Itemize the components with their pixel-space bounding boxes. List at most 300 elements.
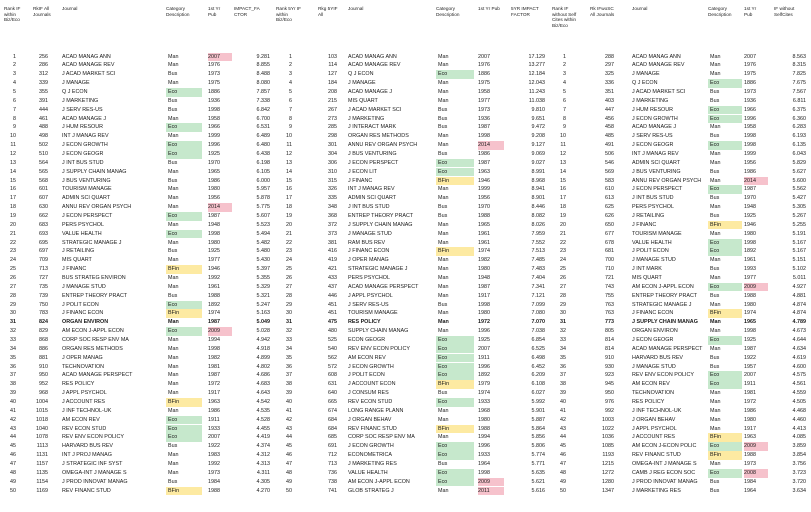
impact-cell: 9.127: [531, 142, 545, 149]
rank-cell: 30: [10, 310, 16, 317]
rank-cell: 35: [10, 354, 16, 361]
journal-cell: ORGAN RES METHODS: [348, 133, 409, 140]
rank-cell: 17: [286, 195, 292, 202]
impact-cell: 3.859: [792, 443, 806, 450]
pub-year-cell: 1987: [744, 186, 756, 193]
impact-cell: 4.542: [256, 399, 270, 406]
journal-cell: ACAD MANAGE J: [62, 115, 107, 122]
journal-cell: J ECON GEOGR: [632, 337, 674, 344]
rank-cell: 48: [10, 469, 16, 476]
category-cell: Bus: [168, 177, 178, 184]
category-cell: Bus: [438, 150, 448, 157]
rank-cell: 17: [560, 195, 566, 202]
category-cell: Man: [438, 434, 449, 441]
journal-cell: J FINANC ECON: [348, 248, 390, 255]
rank-cell: 43: [560, 425, 566, 432]
pub-year-cell: 1933: [208, 425, 220, 432]
impact-cell: 8.026: [531, 221, 545, 228]
rk-all-cell: 310: [328, 168, 337, 175]
rank-cell: 19: [10, 212, 16, 219]
rank-cell: 27: [10, 283, 16, 290]
category-cell: Man: [168, 115, 179, 122]
category-cell: Man: [168, 452, 179, 459]
rk-all-cell: 750: [39, 301, 48, 308]
rk-all-cell: 444: [39, 106, 48, 113]
rank-cell: 3: [289, 71, 292, 78]
rk-all-cell: 755: [605, 292, 614, 299]
pub-year-cell: 1958: [208, 115, 220, 122]
rank-cell: 39: [10, 390, 16, 397]
journal-cell: REV FINANC STUD: [62, 487, 111, 494]
rk-all-cell: 626: [605, 212, 614, 219]
rank-cell: 43: [10, 425, 16, 432]
rk-all-cell: 814: [605, 345, 614, 352]
category-cell: Man: [710, 230, 721, 237]
rk-all-cell: 814: [605, 337, 614, 344]
impact-cell: 6.375: [792, 106, 806, 113]
journal-cell: AM ECON REV: [632, 381, 670, 388]
rk-all-cell: 421: [328, 266, 337, 273]
journal-cell: LONG RANGE PLANN: [348, 407, 404, 414]
rk-all-cell: 968: [39, 390, 48, 397]
rk-all-cell: 301: [328, 142, 337, 149]
rank-cell: 34: [560, 345, 566, 352]
category-cell: BFin: [708, 309, 742, 318]
rk-all-cell: 564: [39, 159, 48, 166]
pub-year-cell: 1922: [208, 443, 220, 450]
journal-cell: ACAD MANAG ANN: [632, 53, 681, 60]
pub-year-cell: 1965: [744, 319, 756, 326]
journal-cell: J FINANC: [348, 177, 373, 184]
category-cell: Eco: [436, 345, 474, 354]
pub-year-cell: 1998: [478, 469, 490, 476]
impact-cell: 7.513: [531, 248, 545, 255]
pub-year-cell: 1998: [744, 133, 756, 140]
rank-cell: 38: [560, 381, 566, 388]
journal-cell: J MANAGE STUD: [348, 230, 392, 237]
rank-cell: 15: [286, 177, 292, 184]
pub-year-cell: 1998: [744, 239, 756, 246]
journal-cell: J CONSUM RES: [348, 390, 389, 397]
journal-cell: J APPL PSYCHOL: [632, 425, 677, 432]
category-cell: Man: [710, 257, 721, 264]
impact-cell: 4.305: [256, 478, 270, 485]
category-cell: Bus: [710, 168, 720, 175]
impact-cell: 4.535: [256, 407, 270, 414]
rank-cell: 27: [560, 283, 566, 290]
pub-year-cell: 1925: [478, 337, 490, 344]
rank-cell: 42: [286, 416, 292, 423]
journal-cell: PERS PSYCHOL: [632, 204, 674, 211]
rank-cell: 44: [560, 434, 566, 441]
pub-year-cell: 1980: [478, 266, 490, 273]
impact-cell: 7.080: [531, 310, 545, 317]
rank-cell: 36: [286, 363, 292, 370]
category-cell: Man: [438, 195, 449, 202]
rk-all-cell: 451: [328, 310, 337, 317]
journal-cell: J HUM RESOUR: [632, 106, 674, 113]
journal-cell: ENTREP THEORY PRACT: [348, 212, 414, 219]
journal-cell: ACAD MANAGE PERSPECT: [632, 345, 703, 352]
rk-all-cell: 326: [328, 186, 337, 193]
category-cell: Man: [168, 275, 179, 281]
pub-year-cell: 1982: [208, 354, 220, 361]
impact-cell: 4.673: [792, 328, 806, 335]
impact-cell: 4.789: [792, 319, 806, 326]
pub-year-cell: 1963: [208, 399, 220, 406]
rk-all-cell: 763: [605, 310, 614, 317]
rank-cell: 47: [560, 461, 566, 468]
impact-cell: 5.480: [256, 248, 270, 255]
impact-cell: 9.810: [531, 106, 545, 113]
rk-all-cell: 461: [39, 115, 48, 122]
rk-all-cell: 684: [328, 425, 337, 432]
impact-cell: 5.616: [531, 487, 545, 494]
rk-all-cell: 127: [328, 71, 337, 78]
rk-all-cell: 1036: [602, 434, 614, 441]
impact-cell: 7.338: [256, 97, 270, 104]
rank-cell: 18: [286, 204, 292, 211]
rk-all-cell: 695: [39, 239, 48, 246]
impact-cell: 7.485: [531, 257, 545, 264]
rank-cell: 7: [563, 106, 566, 113]
impact-cell: 6.700: [256, 115, 270, 122]
rk-all-cell: 572: [328, 363, 337, 370]
rank-cell: 10: [10, 133, 16, 140]
impact-cell: 4.528: [256, 416, 270, 423]
pub-year-cell: 1973: [478, 106, 490, 113]
rank-cell: 35: [286, 354, 292, 361]
rk-all-cell: 215: [328, 97, 337, 104]
pub-year-cell: 1970: [744, 195, 756, 202]
impact-cell: 11.243: [528, 88, 545, 95]
category-cell: Eco: [166, 433, 202, 442]
pub-year-cell: 1980: [744, 230, 756, 237]
category-cell: Man: [168, 461, 179, 468]
rank-cell: 40: [286, 399, 292, 406]
pub-year-cell: 1976: [208, 62, 220, 69]
pub-year-cell: 1998: [744, 328, 756, 335]
pub-year-cell: 1961: [478, 230, 490, 237]
rk-all-cell: 743: [605, 283, 614, 290]
table-row: [0, 425, 811, 434]
table-row: [0, 88, 811, 97]
category-cell: Man: [168, 80, 179, 87]
table-row: [0, 123, 811, 132]
table-row: [0, 274, 811, 283]
pub-year-cell: 1968: [478, 407, 490, 414]
journal-cell: ACAD MANAGE J: [348, 88, 393, 95]
rk-all-cell: 458: [605, 124, 614, 131]
category-cell: Eco: [436, 451, 474, 460]
pub-year-cell: 1965: [208, 168, 220, 175]
impact-cell: 6.027: [531, 390, 545, 397]
category-cell: Man: [168, 257, 179, 264]
journal-cell: VALUE HEALTH: [632, 239, 672, 246]
header-category-a: Category Description: [166, 6, 190, 17]
rank-cell: 23: [560, 248, 566, 255]
impact-cell: 4.561: [792, 381, 806, 388]
impact-cell: 4.874: [792, 301, 806, 308]
category-cell: Bus: [168, 97, 178, 104]
category-cell: Man: [438, 257, 449, 264]
pub-year-cell: 2009: [744, 442, 768, 451]
journal-cell: STRATEGIC MANAGE J: [348, 266, 408, 273]
pub-year-cell: 1986: [744, 168, 756, 175]
rank-cell: 48: [560, 469, 566, 476]
rank-cell: 22: [10, 239, 16, 246]
rank-cell: 10: [286, 133, 292, 140]
impact-cell: 6.105: [256, 168, 270, 175]
rk-all-cell: 1004: [36, 399, 48, 406]
rk-all-cell: 829: [39, 328, 48, 335]
pub-year-cell: 1972: [478, 319, 490, 326]
journal-cell: J PROD INNOVAT MANAG: [62, 478, 128, 485]
pub-year-cell: 1988: [208, 487, 220, 494]
journal-cell: ACAD MANAG ANN: [348, 53, 397, 60]
pub-year-cell: 1999: [478, 186, 490, 193]
pub-year-cell: 2007: [208, 434, 220, 441]
table-row: [0, 203, 811, 212]
journal-cell: ANNU REV ORGAN PSYCH: [62, 204, 132, 211]
impact-cell: 4.881: [792, 292, 806, 299]
category-cell: Man: [438, 239, 449, 246]
pub-year-cell: 1958: [744, 124, 756, 131]
category-cell: BFin: [708, 433, 742, 442]
journal-cell: J ACCOUNT RES: [632, 434, 676, 441]
journal-cell: REV ECON STUD: [62, 425, 107, 432]
journal-cell: J INT BUS STUD: [62, 159, 104, 166]
rk-all-cell: 335: [328, 195, 337, 202]
rk-all-cell: 285: [328, 124, 337, 131]
impact-cell: 4.686: [256, 372, 270, 379]
impact-cell: 9.208: [531, 133, 545, 140]
rank-cell: 48: [286, 469, 292, 476]
impact-cell: 9.069: [531, 150, 545, 157]
rk-all-cell: 881: [39, 354, 48, 361]
category-cell: Man: [168, 204, 179, 211]
category-cell: Bus: [168, 159, 178, 166]
category-cell: Man: [710, 461, 721, 468]
pub-year-cell: 1988: [744, 452, 756, 459]
impact-cell: 5.829: [792, 159, 806, 166]
journal-cell: J APPL PSYCHOL: [348, 292, 393, 299]
rk-all-cell: 610: [605, 186, 614, 193]
rank-cell: 19: [560, 212, 566, 219]
journal-cell: MIS QUART: [62, 257, 92, 264]
table-row: [0, 221, 811, 230]
category-cell: Eco: [166, 141, 202, 150]
rk-all-cell: 625: [605, 204, 614, 211]
header-pub-b: 1st Yr Pub: [478, 6, 500, 11]
impact-cell: 5.355: [256, 275, 270, 281]
table-row: [0, 97, 811, 106]
rank-cell: 16: [286, 186, 292, 193]
rk-all-cell: 416: [328, 248, 337, 255]
rk-all-cell: 727: [39, 275, 48, 281]
pub-year-cell: 1980: [744, 416, 756, 423]
impact-cell: 7.099: [531, 301, 545, 308]
rk-all-cell: 1078: [36, 434, 48, 441]
rank-cell: 25: [560, 266, 566, 273]
rk-all-cell: 372: [328, 221, 337, 228]
impact-cell: 5.621: [531, 478, 545, 485]
table-row: [0, 407, 811, 416]
rk-all-cell: 525: [328, 337, 337, 344]
impact-cell: 5.151: [792, 257, 806, 264]
journal-cell: CORP SOC RESP ENV MA: [348, 434, 415, 441]
impact-cell: 17.129: [528, 53, 545, 60]
header-pub-c: 1st Yr Pub: [744, 6, 757, 17]
rk-all-cell: 1169: [36, 487, 48, 494]
rank-cell: 1: [13, 53, 16, 60]
rk-all-cell: 1272: [602, 469, 614, 476]
rk-all-cell: 315: [328, 177, 337, 184]
rk-all-cell: 336: [605, 80, 614, 87]
pub-year-cell: 1998: [208, 106, 220, 113]
category-cell: Bus: [710, 88, 720, 95]
journal-cell: J OPER MANAG: [348, 257, 389, 264]
category-cell: Man: [168, 354, 179, 361]
category-cell: Man: [710, 416, 721, 423]
pub-year-cell: 1998: [478, 301, 490, 308]
journal-cell: J BUS VENTURING: [348, 150, 397, 157]
impact-cell: 5.774: [531, 452, 545, 459]
journal-cell: J MARKETING: [62, 97, 99, 104]
pub-year-cell: 1963: [478, 168, 490, 175]
rk-all-cell: 910: [605, 354, 614, 361]
table-row: [0, 451, 811, 460]
impact-cell: 6.360: [792, 115, 806, 122]
pub-year-cell: 1998: [208, 230, 220, 237]
journal-cell: HARVARD BUS REV: [632, 354, 684, 361]
impact-cell: 8.315: [792, 62, 806, 69]
pub-year-cell: 1961: [744, 257, 756, 264]
impact-cell: 4.918: [256, 345, 270, 352]
impact-cell: 8.901: [531, 195, 545, 202]
rank-cell: 46: [560, 452, 566, 459]
table-row: [0, 398, 811, 407]
rk-all-cell: 741: [328, 487, 337, 494]
pub-year-cell: 1983: [208, 452, 220, 459]
rank-cell: 15: [560, 177, 566, 184]
header-pub-a: 1st Yr Pub: [208, 6, 221, 17]
rank-cell: 6: [289, 97, 292, 104]
category-cell: Eco: [708, 380, 742, 389]
category-cell: Man: [710, 301, 721, 308]
rank-cell: 33: [560, 337, 566, 344]
pub-year-cell: 1946: [478, 177, 490, 184]
pub-year-cell: 1948: [744, 204, 756, 211]
pub-year-cell: 1966: [208, 124, 220, 131]
impact-cell: 7.959: [531, 230, 545, 237]
category-cell: Man: [710, 159, 721, 166]
journal-cell: J SERV RES-US: [62, 106, 103, 113]
rank-cell: 9: [13, 124, 16, 131]
rank-cell: 28: [10, 292, 16, 299]
table-row: [0, 292, 811, 301]
pub-year-cell: 1980: [478, 310, 490, 317]
journal-cell: INT J PROJ MANAG: [62, 452, 112, 459]
impact-cell: 9.281: [256, 53, 270, 60]
table-row: [0, 230, 811, 239]
pub-year-cell: 1946: [208, 266, 220, 273]
category-cell: Eco: [436, 336, 474, 345]
category-cell: Man: [710, 177, 721, 184]
pub-year-cell: 1925: [208, 150, 220, 157]
header-5yr-impact: 5YR IMPACT FACTOR: [511, 6, 539, 17]
impact-cell: 5.635: [531, 469, 545, 476]
rank-cell: 18: [10, 204, 16, 211]
journal-cell: J ECON GEOGR: [62, 150, 104, 157]
category-cell: Man: [438, 416, 449, 423]
journal-cell: J ECON GROWTH: [62, 142, 108, 149]
category-cell: Eco: [708, 185, 742, 194]
rank-cell: 33: [10, 337, 16, 344]
journal-cell: TOURISM MANAGE: [62, 186, 112, 193]
journal-cell: J MANAGE: [348, 80, 376, 87]
header-category-b: Category Description: [436, 6, 460, 17]
rank-cell: 7: [13, 106, 16, 113]
rk-all-cell: 601: [39, 186, 48, 193]
rank-cell: 4: [13, 80, 16, 87]
impact-cell: 7.552: [531, 239, 545, 246]
journal-cell: J INF TECHNOL-UK: [62, 407, 112, 414]
pub-year-cell: 1964: [478, 461, 490, 468]
table-row: [0, 283, 811, 292]
category-cell: Man: [438, 97, 449, 104]
pub-year-cell: 1977: [208, 257, 220, 264]
rk-all-cell: 950: [605, 390, 614, 397]
journal-cell: ACAD MANAGE REV: [62, 62, 115, 69]
rank-cell: 38: [10, 381, 16, 388]
journal-cell: AM ECON J-APPL ECON: [348, 478, 410, 485]
journal-cell: OMEGA-INT J MANAGE S: [632, 461, 697, 468]
rank-cell: 23: [286, 248, 292, 255]
category-cell: Bus: [168, 478, 178, 485]
impact-cell: 5.247: [256, 301, 270, 308]
rk-all-cell: 506: [605, 150, 614, 157]
category-cell: Man: [168, 319, 179, 326]
rk-all-cell: 267: [328, 106, 337, 113]
rank-cell: 46: [286, 452, 292, 459]
pub-year-cell: 1973: [744, 88, 756, 95]
rank-cell: 29: [10, 301, 16, 308]
impact-cell: 5.806: [531, 443, 545, 450]
rk-all-cell: 713: [328, 461, 337, 468]
category-cell: Bus: [438, 301, 448, 308]
impact-cell: 4.874: [792, 310, 806, 317]
category-cell: Eco: [436, 371, 474, 380]
journal-cell: J ECON GEOGR: [632, 142, 674, 149]
journal-cell: J ECON PERSPECT: [62, 212, 113, 219]
category-cell: Eco: [708, 141, 742, 150]
pub-year-cell: 1996: [478, 328, 490, 335]
rk-all-cell: 256: [39, 53, 48, 60]
category-cell: Eco: [708, 469, 742, 478]
rk-all-cell: 298: [328, 133, 337, 140]
impact-cell: 6.531: [256, 124, 270, 131]
rk-all-cell: 339: [39, 80, 48, 87]
journal-cell: J BUS VENTURING: [62, 177, 111, 184]
table-row: [0, 106, 811, 115]
rk-all-cell: 674: [328, 407, 337, 414]
rank-cell: 30: [286, 310, 292, 317]
category-cell: Man: [710, 399, 721, 406]
rank-cell: 32: [10, 328, 16, 335]
category-cell: Eco: [166, 301, 202, 310]
category-cell: Man: [168, 221, 179, 228]
